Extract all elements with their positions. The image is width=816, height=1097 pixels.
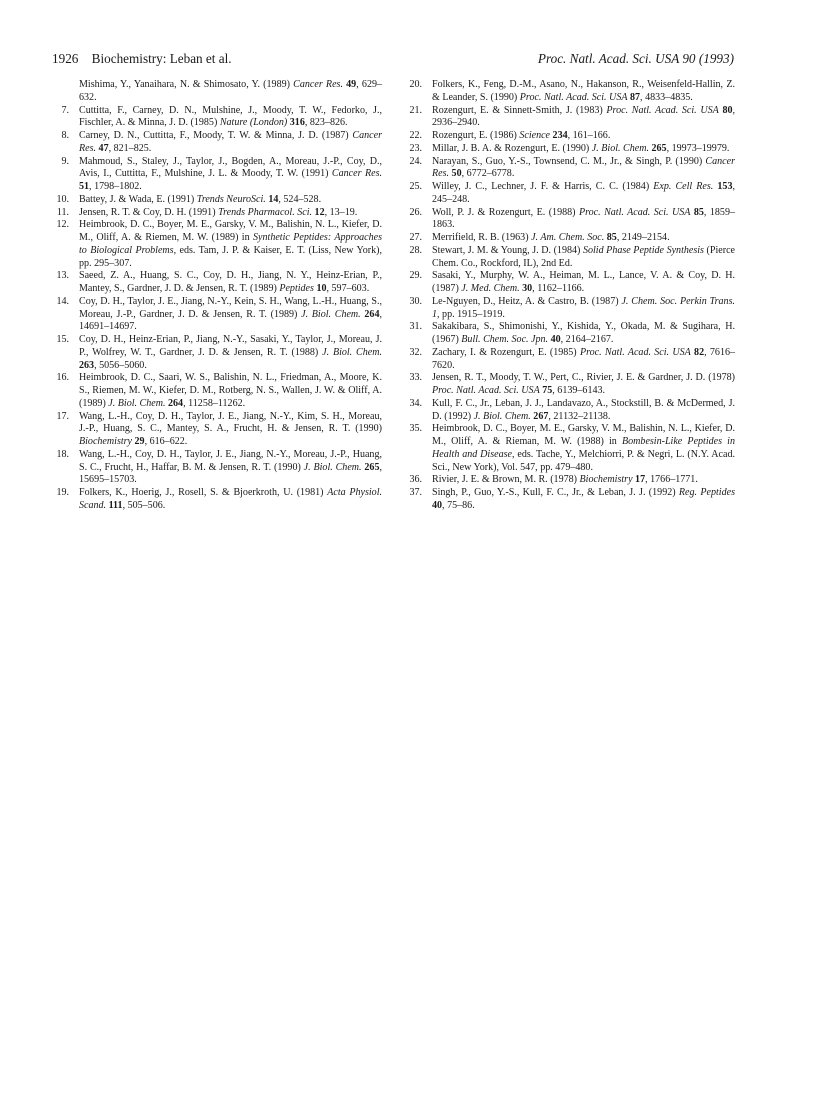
ref-authors: Millar, J. B. A. & Rozengurt, E. (1990) [432, 142, 592, 154]
reference-item [405, 143, 735, 156]
ref-authors: Kull, F. C., Jr., Leban, J. J., Landavazo, A., Stockstill, B. & McDermed, J. D. (1992) [432, 397, 735, 422]
ref-number: 26. [409, 206, 422, 218]
ref-volume: 263 [79, 359, 95, 371]
ref-volume: 75 [539, 385, 553, 396]
ref-volume: 49 [342, 79, 357, 90]
ref-journal: Trends Pharmacol. Sci. [218, 206, 313, 218]
ref-pages: , 21132–21138. [548, 410, 611, 422]
ref-number: 20. [409, 79, 422, 90]
ref-pages: , 161–166. [567, 130, 611, 141]
ref-volume: 40 [548, 334, 561, 345]
ref-authors: Rozengurt, E. (1986) [432, 130, 520, 141]
ref-journal: J. Biol. Chem. [301, 308, 361, 320]
ref-authors: Stewart, J. M. & Young, J. D. (1984) [432, 244, 583, 256]
reference-item [52, 487, 382, 513]
ref-journal: Acta Physiol. Scand. [79, 487, 383, 511]
reference-item [405, 232, 735, 245]
ref-volume: 17 [632, 474, 646, 486]
ref-number: 13. [56, 270, 69, 282]
ref-number: 24. [409, 155, 422, 167]
reference-item [405, 181, 735, 207]
journal-section: Biochemistry: Leban et al. [91, 51, 232, 66]
ref-journal: Proc. Natl. Acad. Sci. USA [606, 104, 719, 116]
ref-volume: 265 [361, 461, 380, 473]
ref-journal: J. Biol. Chem. [591, 142, 649, 154]
ref-volume: 267 [530, 410, 549, 422]
ref-volume: 14 [265, 193, 279, 205]
ref-authors: Carney, D. N., Cuttitta, F., Moody, T. W. & Minna, J. D. (1987) [79, 130, 353, 141]
ref-pages: , 597–603. [326, 283, 370, 294]
ref-journal: Proc. Natl. Acad. Sci. USA [579, 346, 691, 358]
reference-item [52, 334, 382, 372]
ref-volume: 316 [287, 117, 305, 129]
ref-pages: , 7616–7620. [432, 346, 736, 371]
reference-item [405, 105, 735, 131]
ref-volume: 85 [690, 206, 704, 218]
ref-number: 37. [409, 487, 422, 498]
ref-pages: , 11258–11262. [183, 397, 246, 409]
ref-number: 8. [61, 130, 69, 141]
reference-item [405, 372, 735, 398]
ref-pages: , 6772–6778. [461, 168, 515, 180]
ref-number: 30. [409, 295, 422, 307]
ref-volume: 12 [312, 206, 325, 218]
reference-item [52, 194, 382, 207]
reference-item [405, 79, 735, 105]
ref-journal: Peptides [279, 283, 314, 294]
ref-volume: 85 [604, 232, 617, 243]
journal-citation: Proc. Natl. Acad. Sci. USA 90 (1993) [537, 51, 734, 66]
ref-pages: , 13–19. [324, 206, 358, 218]
ref-volume: 50 [449, 168, 462, 180]
reference-item [52, 207, 382, 220]
ref-authors: Cuttitta, F., Carney, D. N., Mulshine, J., Moody, T. W., Fedorko, J., Fischler, A. & Minna, J. D. (1985) [79, 104, 382, 129]
ref-authors: Heimbrook, D. C., Saari, W. S., Balishin, N. L., Friedman, A., Moore, K. S., Riemen, M. W., Kiefer, D. M., Rotberg, N. S., Wallen, J. W. & Oliff, A. (1989) [79, 372, 382, 409]
left-reference-list [52, 105, 382, 513]
ref-number: 29. [409, 270, 422, 282]
reference-item [405, 423, 735, 474]
ref-authors: Mahmoud, S., Staley, J., Taylor, J., Bogden, A., Moreau, J.-P., Coy, D., Avis, I., Cuttitta, F., Mulshine, J. L. & Moody, T. W. (1991) [79, 155, 382, 180]
ref-pages: , 629–632. [79, 79, 383, 103]
ref-number: 9. [61, 155, 69, 167]
ref-pages: , 15695–15703. [79, 461, 382, 486]
ref-authors: Merrifield, R. B. (1963) [432, 232, 532, 243]
ref-authors: Wang, L.-H., Coy, D. H., Taylor, J. E., Jiang, N.-Y., Moreau, J.-P., Huang, S. C., Frucht, H., Haffar, B. M. & Jensen, R. T. (1990) [79, 448, 382, 473]
ref-volume: 234 [550, 130, 568, 141]
ref-volume: 47 [96, 142, 109, 154]
ref-journal: Biochemistry [79, 436, 133, 447]
ref-number: 32. [409, 346, 422, 358]
ref-authors: Sakakibara, S., Shimonishi, Y., Kishida, Y., Okada, M. & Sugihara, H. (1967) [432, 321, 735, 345]
ref-journal: J. Biol. Chem. [322, 346, 382, 358]
ref-authors: Narayan, S., Guo, Y.-S., Townsend, C. M., Jr., & Singh, P. (1990) [432, 155, 706, 167]
ref-journal: Cancer Res. [331, 168, 382, 180]
reference-item [405, 487, 735, 513]
ref-number: 14. [56, 295, 69, 307]
ref-journal: Solid Phase Peptide Synthesis [582, 244, 704, 256]
ref-pages: , pp. 1915–1919. [437, 308, 505, 320]
reference-item [52, 130, 382, 156]
reference-item [405, 245, 735, 271]
ref-journal: Reg. Peptides [678, 487, 735, 498]
ref-volume: 29 [132, 436, 145, 447]
reference-item [405, 321, 735, 347]
ref-volume: 80 [718, 104, 733, 116]
header-left [52, 50, 232, 68]
ref-journal: Proc. Natl. Acad. Sci. USA [432, 385, 540, 396]
ref-authors: Wang, L.-H., Coy, D. H., Taylor, J. E., Jiang, N.-Y., Kim, S. H., Moreau, J.-P., Huang, S. C., Mantey, S. A., Frucht, H. & Jensen, R. T. (1990) [79, 410, 382, 435]
ref-volume: 111 [106, 499, 123, 511]
ref-number: 27. [409, 232, 422, 243]
ref-journal: Exp. Cell Res. [653, 181, 714, 192]
ref-volume: 51 [79, 181, 90, 192]
reference-item [52, 411, 382, 449]
ref-authors: Jensen, R. T., Moody, T. W., Pert, C., Rivier, J. E. & Gardner, J. D. (1978) [432, 372, 735, 384]
ref-pages: , 1162–1166. [532, 283, 585, 294]
ref-pages: , 4833–4835. [640, 91, 693, 103]
ref-volume: 264 [165, 397, 184, 409]
page-number: 1926 [52, 51, 79, 66]
reference-continued [52, 79, 382, 105]
reference-item [405, 296, 735, 322]
ref-journal: Proc. Natl. Acad. Sci. USA [519, 91, 628, 103]
ref-authors: Rivier, J. E. & Brown, M. R. (1978) [432, 474, 580, 486]
ref-number: 31. [409, 321, 422, 333]
ref-journal: J. Biol. Chem. [108, 397, 166, 409]
ref-journal: Bull. Chem. Soc. Jpn. [461, 334, 549, 345]
ref-pages: , 75–86. [442, 499, 475, 511]
reference-item [52, 156, 382, 194]
ref-number: 28. [409, 244, 422, 256]
reference-item [52, 296, 382, 334]
ref-number: 35. [409, 423, 422, 435]
ref-number: 12. [56, 219, 69, 231]
right-reference-list [405, 79, 735, 513]
reference-item [52, 105, 382, 131]
ref-number: 33. [409, 372, 422, 384]
reference-item [405, 270, 735, 296]
ref-pages: , eds. Tam, J. P. & Kaiser, E. T. (Liss, New York), pp. 295–307. [79, 244, 382, 269]
ref-pages: , 1766–1771. [645, 474, 698, 486]
ref-pages: , 505–506. [122, 499, 166, 511]
reference-item [405, 207, 735, 233]
ref-pages: , 616–622. [144, 436, 188, 447]
ref-journal: Proc. Natl. Acad. Sci. USA [578, 206, 691, 218]
ref-pages: , 14691–14697. [79, 308, 382, 333]
ref-number: 22. [409, 130, 422, 141]
reference-item [52, 372, 382, 410]
ref-pages: , 2149–2154. [616, 232, 670, 243]
ref-journal: Trends NeuroSci. [196, 193, 266, 205]
ref-number: 16. [56, 372, 69, 384]
ref-pages: , eds. Tache, Y., Melchiorri, P. & Negri, L. (N.Y. Acad. Sci., New York), Vol. 547, pp. 479–480. [432, 448, 735, 473]
reference-item [52, 449, 382, 487]
ref-number: 23. [409, 142, 422, 154]
ref-volume: 30 [519, 283, 533, 294]
ref-authors: Rozengurt, E. & Sinnett-Smith, J. (1983) [432, 104, 607, 116]
ref-journal: Nature (London) [219, 117, 288, 129]
ref-authors: Sasaki, Y., Murphy, W. A., Heiman, M. L., Lance, V. A. & Coy, D. H. (1987) [432, 270, 735, 294]
ref-authors: Battey, J. & Wada, E. (1991) [79, 193, 197, 205]
ref-authors: Heimbrook, D. C., Boyer, M. E., Garsky, V. M., Balishin, N. L., Kiefer, D. M., Oliff, A. & Rieman, M. W. (1988) in [432, 423, 735, 447]
ref-journal: Cancer Res. [432, 155, 735, 180]
ref-pages: , 1859–1863. [432, 206, 735, 231]
ref-pages: , 6139–6143. [552, 385, 606, 396]
ref-journal: J. Am. Chem. Soc. [531, 232, 605, 243]
ref-authors: Saeed, Z. A., Huang, S. C., Coy, D. H., Jiang, N. Y., Heinz-Erian, P., Mantey, S., Gardner, J. D. & Jensen, R. T. (1989) [79, 270, 382, 294]
ref-authors: Zachary, I. & Rozengurt, E. (1985) [432, 346, 580, 358]
ref-authors: Le-Nguyen, D., Heitz, A. & Castro, B. (1987) [432, 295, 622, 307]
ref-authors: Folkers, K., Hoerig, J., Rosell, S. & Bjoerkroth, U. (1981) [79, 487, 328, 498]
references-left-column [52, 79, 382, 513]
ref-number: 34. [409, 397, 422, 409]
ref-number: 21. [409, 104, 422, 116]
ref-journal: Cancer Res. [293, 79, 343, 90]
ref-number: 36. [409, 474, 422, 486]
ref-number: 7. [61, 104, 69, 116]
reference-item [52, 270, 382, 296]
ref-pages: , 19973–19979. [666, 142, 730, 154]
ref-volume: 10 [313, 283, 327, 294]
ref-journal: J. Biol. Chem. [303, 461, 362, 473]
ref-authors: Folkers, K., Feng, D.-M., Asano, N., Hakanson, R., Weisenfeld-Hallin, Z. & Leander, S. (1990) [432, 79, 735, 103]
ref-authors: Mishima, Y., Yanaihara, N. & Shimosato, Y. (1989) [79, 79, 294, 90]
reference-item [405, 130, 735, 143]
ref-number: 19. [56, 487, 69, 498]
ref-authors: Woll, P. J. & Rozengurt, E. (1988) [432, 206, 579, 218]
ref-volume: 40 [432, 499, 443, 511]
reference-item [405, 156, 735, 182]
ref-volume: 264 [360, 308, 380, 320]
ref-authors: Jensen, R. T. & Coy, D. H. (1991) [79, 206, 219, 218]
ref-number: 10. [56, 193, 69, 205]
ref-volume: 82 [690, 346, 705, 358]
ref-volume: 87 [627, 91, 641, 103]
ref-pages: (Pierce Chem. Co., Rockford, IL), 2nd Ed. [432, 244, 735, 269]
ref-pages: , 2936–2940. [432, 104, 736, 129]
ref-pages: , 823–826. [304, 117, 348, 129]
ref-volume: 265 [648, 142, 667, 154]
ref-pages: , 1798–1802. [89, 181, 142, 192]
ref-number: 18. [56, 448, 69, 460]
ref-pages: , 5056–5060. [94, 359, 147, 371]
ref-pages: , 2164–2167. [560, 334, 614, 345]
reference-item [405, 474, 735, 487]
ref-pages: , 821–825. [108, 142, 152, 154]
ref-authors: Willey, J. C., Lechner, J. F. & Harris, C. C. (1984) [432, 181, 654, 192]
ref-pages: , 524–528. [278, 193, 322, 205]
ref-journal: J. Chem. Soc. Perkin Trans. 1 [432, 295, 735, 320]
ref-authors: Singh, P., Guo, Y.-S., Kull, F. C., Jr., & Leban, J. J. (1992) [432, 487, 679, 498]
reference-item [405, 398, 735, 424]
ref-number: 25. [409, 181, 422, 192]
ref-journal: Cancer Res. [79, 130, 382, 154]
ref-number: 15. [56, 334, 69, 345]
reference-item [52, 219, 382, 270]
ref-number: 17. [56, 410, 69, 422]
ref-journal: Bombesin-Like Peptides in Health and Disease [432, 436, 735, 460]
ref-journal: J. Med. Chem. [461, 283, 520, 294]
ref-journal: Synthetic Peptides: Approaches to Biological Problems [79, 232, 382, 256]
ref-authors: Coy, D. H., Heinz-Erian, P., Jiang, N.-Y., Sasaki, Y., Taylor, J., Moreau, J. P., Wolfrey, W. T., Gardner, J. D. & Jensen, R. T. (1988) [79, 334, 382, 358]
ref-authors: Heimbrook, D. C., Boyer, M. E., Garsky, V. M., Balishin, N. L., Kiefer, D. M., Oliff, A. & Riemen, M. W. (1989) in [79, 219, 382, 243]
running-header [52, 50, 734, 68]
ref-number: 11. [56, 206, 69, 218]
references-right-column [405, 79, 735, 513]
ref-authors: Coy, D. H., Taylor, J. E., Jiang, N.-Y., Kein, S. H., Wang, L.-H., Huang, S., Moreau, J.-P., Gardner, J. D. & Jensen, R. T. (1989) [79, 295, 382, 320]
ref-pages: , 245–248. [432, 181, 735, 205]
ref-journal: J. Biol. Chem. [473, 410, 531, 422]
ref-journal: Science [519, 130, 551, 141]
ref-journal: Biochemistry [579, 474, 633, 486]
ref-volume: 153 [713, 181, 733, 192]
reference-item [405, 347, 735, 373]
